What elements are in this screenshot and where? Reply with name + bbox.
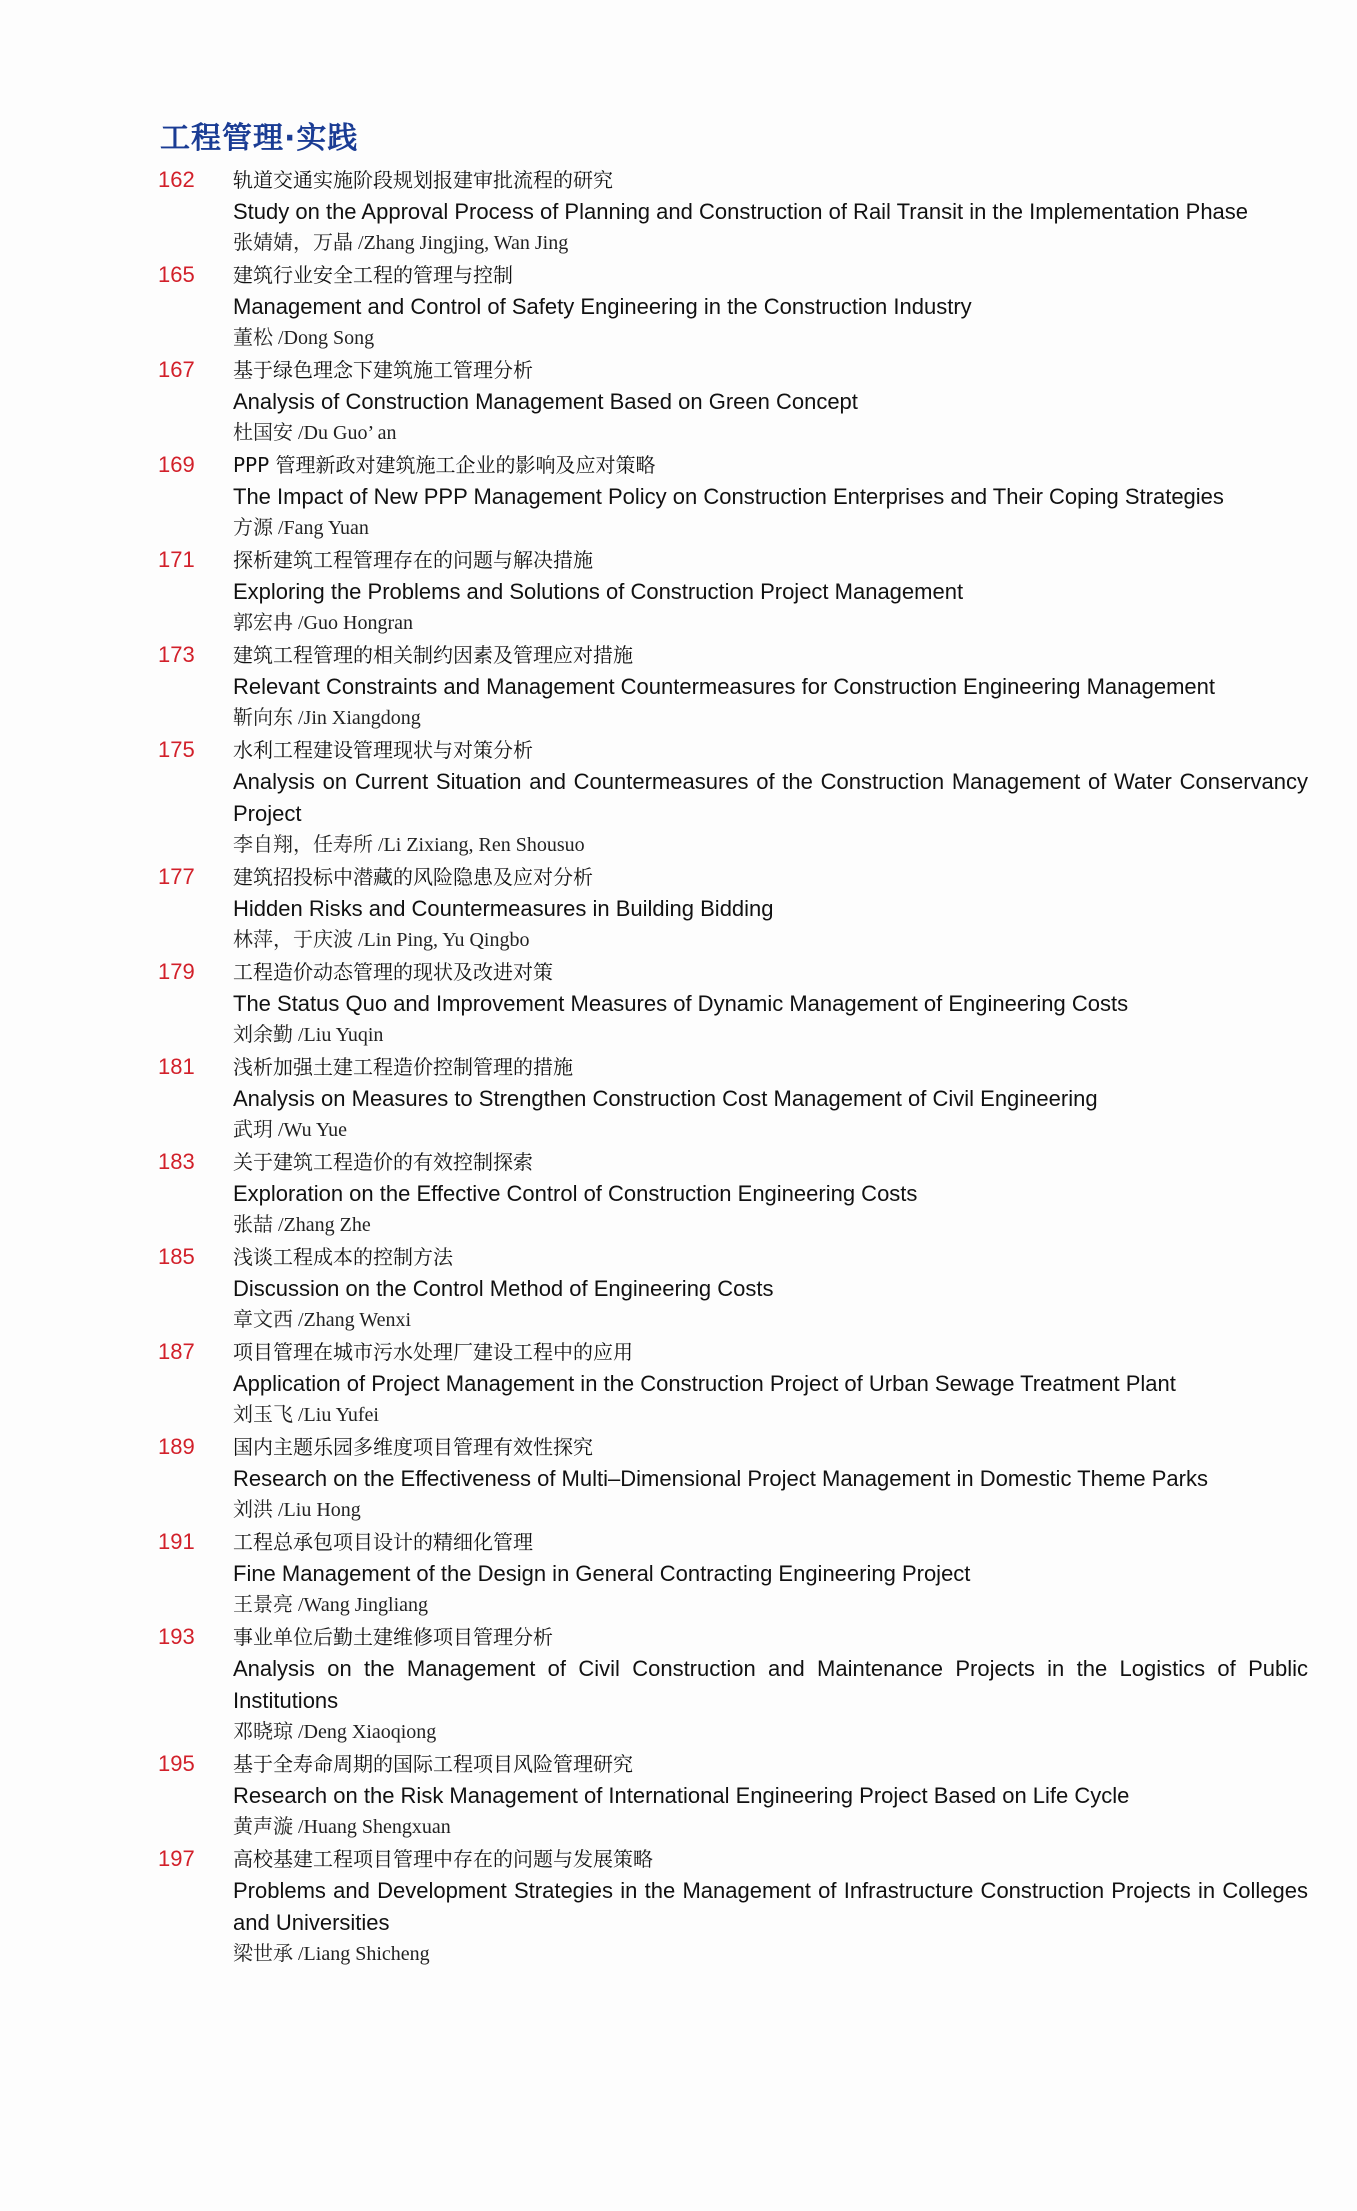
toc-page-number: 193: [158, 1624, 195, 1649]
toc-entry: [158, 861, 1308, 956]
article-authors: 邓晓琼 /Deng Xiaoqiong: [233, 1721, 437, 1743]
article-title-chinese: 建筑行业安全工程的管理与控制: [233, 263, 513, 287]
toc-entry: [158, 734, 1308, 861]
toc-entry: [158, 1526, 1308, 1621]
toc-page-number: 175: [158, 737, 195, 762]
toc-entry: [158, 449, 1308, 544]
section-title: 工程管理·实践: [160, 121, 359, 156]
toc-entry: [158, 1051, 1308, 1146]
toc-entry-body: [233, 544, 1308, 639]
article-title-english: The Status Quo and Improvement Measures of Dynamic Management of Engineering Costs: [233, 991, 1129, 1016]
article-title-chinese: 建筑工程管理的相关制约因素及管理应对措施: [233, 643, 633, 667]
toc-page-number: 183: [158, 1149, 195, 1174]
toc-entry: [158, 956, 1308, 1051]
article-title-chinese: 轨道交通实施阶段规划报建审批流程的研究: [233, 168, 613, 192]
toc-entry-body: [233, 861, 1308, 956]
toc-page-number: 179: [158, 959, 195, 984]
toc-list: [158, 164, 1308, 1970]
article-title-chinese: 基于绿色理念下建筑施工管理分析: [233, 358, 533, 382]
article-title-english: Relevant Constraints and Management Countermeasures for Construction Engineering Management: [233, 674, 1215, 699]
article-title-chinese: 建筑招投标中潜藏的风险隐患及应对分析: [233, 865, 593, 889]
toc-entry-body: [233, 1431, 1308, 1526]
toc-entry: [158, 639, 1308, 734]
article-title-chinese: 项目管理在城市污水处理厂建设工程中的应用: [233, 1340, 633, 1364]
article-title-english: Study on the Approval Process of Planning and Construction of Rail Transit in the Implementation Phase: [233, 199, 1249, 224]
toc-entry: [158, 1621, 1308, 1748]
toc-entry-body: [233, 1146, 1308, 1241]
article-title-english: Research on the Risk Management of International Engineering Project Based on Life Cycle: [233, 1783, 1130, 1808]
toc-entry-body: [233, 449, 1308, 544]
toc-entry-body: [233, 956, 1308, 1051]
article-authors: 张喆 /Zhang Zhe: [233, 1214, 371, 1236]
toc-page-number: 187: [158, 1339, 195, 1364]
article-title-english: Analysis on Current Situation and Countermeasures of the Construction Management of Water Conservancy Project: [233, 769, 1308, 826]
toc-entry-body: [233, 354, 1308, 449]
toc-page-number: 197: [158, 1846, 195, 1871]
toc-entry-body: [233, 1621, 1308, 1748]
toc-entry-body: [233, 1051, 1308, 1146]
article-title-english: Analysis of Construction Management Based on Green Concept: [233, 389, 858, 414]
toc-entry-body: [233, 1843, 1308, 1970]
toc-entry: [158, 544, 1308, 639]
toc-entry: [158, 1748, 1308, 1843]
toc-entry-body: [233, 1336, 1308, 1431]
article-title-chinese: 浅谈工程成本的控制方法: [233, 1245, 453, 1269]
toc-entry: [158, 1241, 1308, 1336]
toc-entry-body: [233, 1241, 1308, 1336]
article-authors: 刘余勤 /Liu Yuqin: [233, 1024, 384, 1046]
article-authors: 梁世承 /Liang Shicheng: [233, 1943, 430, 1965]
article-authors: 董松 /Dong Song: [233, 327, 375, 349]
article-authors: 郭宏冉 /Guo Hongran: [233, 612, 413, 634]
article-authors: 林萍，于庆波 /Lin Ping, Yu Qingbo: [233, 929, 530, 951]
article-title-english: The Impact of New PPP Management Policy on Construction Enterprises and Their Coping Strategies: [233, 484, 1224, 509]
toc-page-number: 173: [158, 642, 195, 667]
toc-page-number: 181: [158, 1054, 195, 1079]
toc-entry: [158, 1843, 1308, 1970]
article-title-chinese: 基于全寿命周期的国际工程项目风险管理研究: [233, 1752, 633, 1776]
article-authors: 刘洪 /Liu Hong: [233, 1499, 361, 1521]
article-authors: 章文西 /Zhang Wenxi: [233, 1309, 411, 1331]
article-title-chinese: 高校基建工程项目管理中存在的问题与发展策略: [233, 1847, 653, 1871]
toc-page-number: 171: [158, 547, 195, 572]
toc-page-number: 191: [158, 1529, 195, 1554]
article-title-chinese: 工程总承包项目设计的精细化管理: [233, 1530, 533, 1554]
toc-entry-body: [233, 1526, 1308, 1621]
article-authors: 武玥 /Wu Yue: [233, 1119, 347, 1141]
article-title-chinese: 关于建筑工程造价的有效控制探索: [233, 1150, 533, 1174]
toc-entry: [158, 1431, 1308, 1526]
toc-entry: [158, 164, 1308, 259]
toc-entry: [158, 1146, 1308, 1241]
article-authors: 王景亮 /Wang Jingliang: [233, 1594, 429, 1616]
toc-page-number: 195: [158, 1751, 195, 1776]
article-title-english: Analysis on the Management of Civil Construction and Maintenance Projects in the Logistics of Public Institutions: [233, 1656, 1308, 1713]
article-title-chinese: 国内主题乐园多维度项目管理有效性探究: [233, 1435, 593, 1459]
toc-page-number: 167: [158, 357, 195, 382]
article-title-english: Management and Control of Safety Engineering in the Construction Industry: [233, 294, 972, 319]
article-title-chinese: 浅析加强土建工程造价控制管理的措施: [233, 1055, 573, 1079]
toc-entry-body: [233, 164, 1308, 259]
toc-entry: [158, 259, 1308, 354]
toc-entry-body: [233, 1748, 1308, 1843]
toc-page-number: 177: [158, 864, 195, 889]
article-title-chinese: 事业单位后勤土建维修项目管理分析: [233, 1625, 553, 1649]
toc-entry-body: [233, 734, 1308, 861]
toc-page-number: 169: [158, 452, 195, 477]
article-authors: 张婧婧，万晶 /Zhang Jingjing, Wan Jing: [233, 232, 569, 254]
article-title-english: Exploring the Problems and Solutions of Construction Project Management: [233, 579, 964, 604]
article-title-english: Problems and Development Strategies in the Management of Infrastructure Construction Projects in Colleges and Universities: [233, 1878, 1308, 1935]
article-title-english: Research on the Effectiveness of Multi–Dimensional Project Management in Domestic Theme Parks: [233, 1466, 1208, 1491]
toc-page-number: 189: [158, 1434, 195, 1459]
toc-page-number: 162: [158, 167, 195, 192]
toc-entry: [158, 1336, 1308, 1431]
article-title-chinese: 探析建筑工程管理存在的问题与解决措施: [233, 548, 593, 572]
toc-entry: [158, 354, 1308, 449]
article-title-english: Analysis on Measures to Strengthen Construction Cost Management of Civil Engineering: [233, 1086, 1098, 1111]
article-authors: 方源 /Fang Yuan: [233, 517, 369, 539]
article-title-english: Hidden Risks and Countermeasures in Building Bidding: [233, 896, 774, 921]
article-title-chinese: 工程造价动态管理的现状及改进对策: [233, 960, 553, 984]
article-title-english: Discussion on the Control Method of Engineering Costs: [233, 1276, 774, 1301]
article-title-english: Fine Management of the Design in General Contracting Engineering Project: [233, 1561, 971, 1586]
article-title-chinese: PPP 管理新政对建筑施工企业的影响及应对策略: [233, 453, 656, 477]
toc-entry-body: [233, 259, 1308, 354]
toc-entry-body: [233, 639, 1308, 734]
article-authors: 刘玉飞 /Liu Yufei: [233, 1404, 379, 1426]
article-authors: 靳向东 /Jin Xiangdong: [233, 707, 421, 729]
toc-page-number: 185: [158, 1244, 195, 1269]
article-authors: 黄声漩 /Huang Shengxuan: [233, 1816, 451, 1838]
article-title-english: Application of Project Management in the Construction Project of Urban Sewage Treatment Plant: [233, 1371, 1176, 1396]
article-title-chinese: 水利工程建设管理现状与对策分析: [233, 738, 533, 762]
toc-page-number: 165: [158, 262, 195, 287]
article-authors: 李自翔，任寿所 /Li Zixiang, Ren Shousuo: [233, 834, 585, 856]
article-authors: 杜国安 /Du Guo’ an: [233, 422, 397, 444]
article-title-english: Exploration on the Effective Control of Construction Engineering Costs: [233, 1181, 918, 1206]
